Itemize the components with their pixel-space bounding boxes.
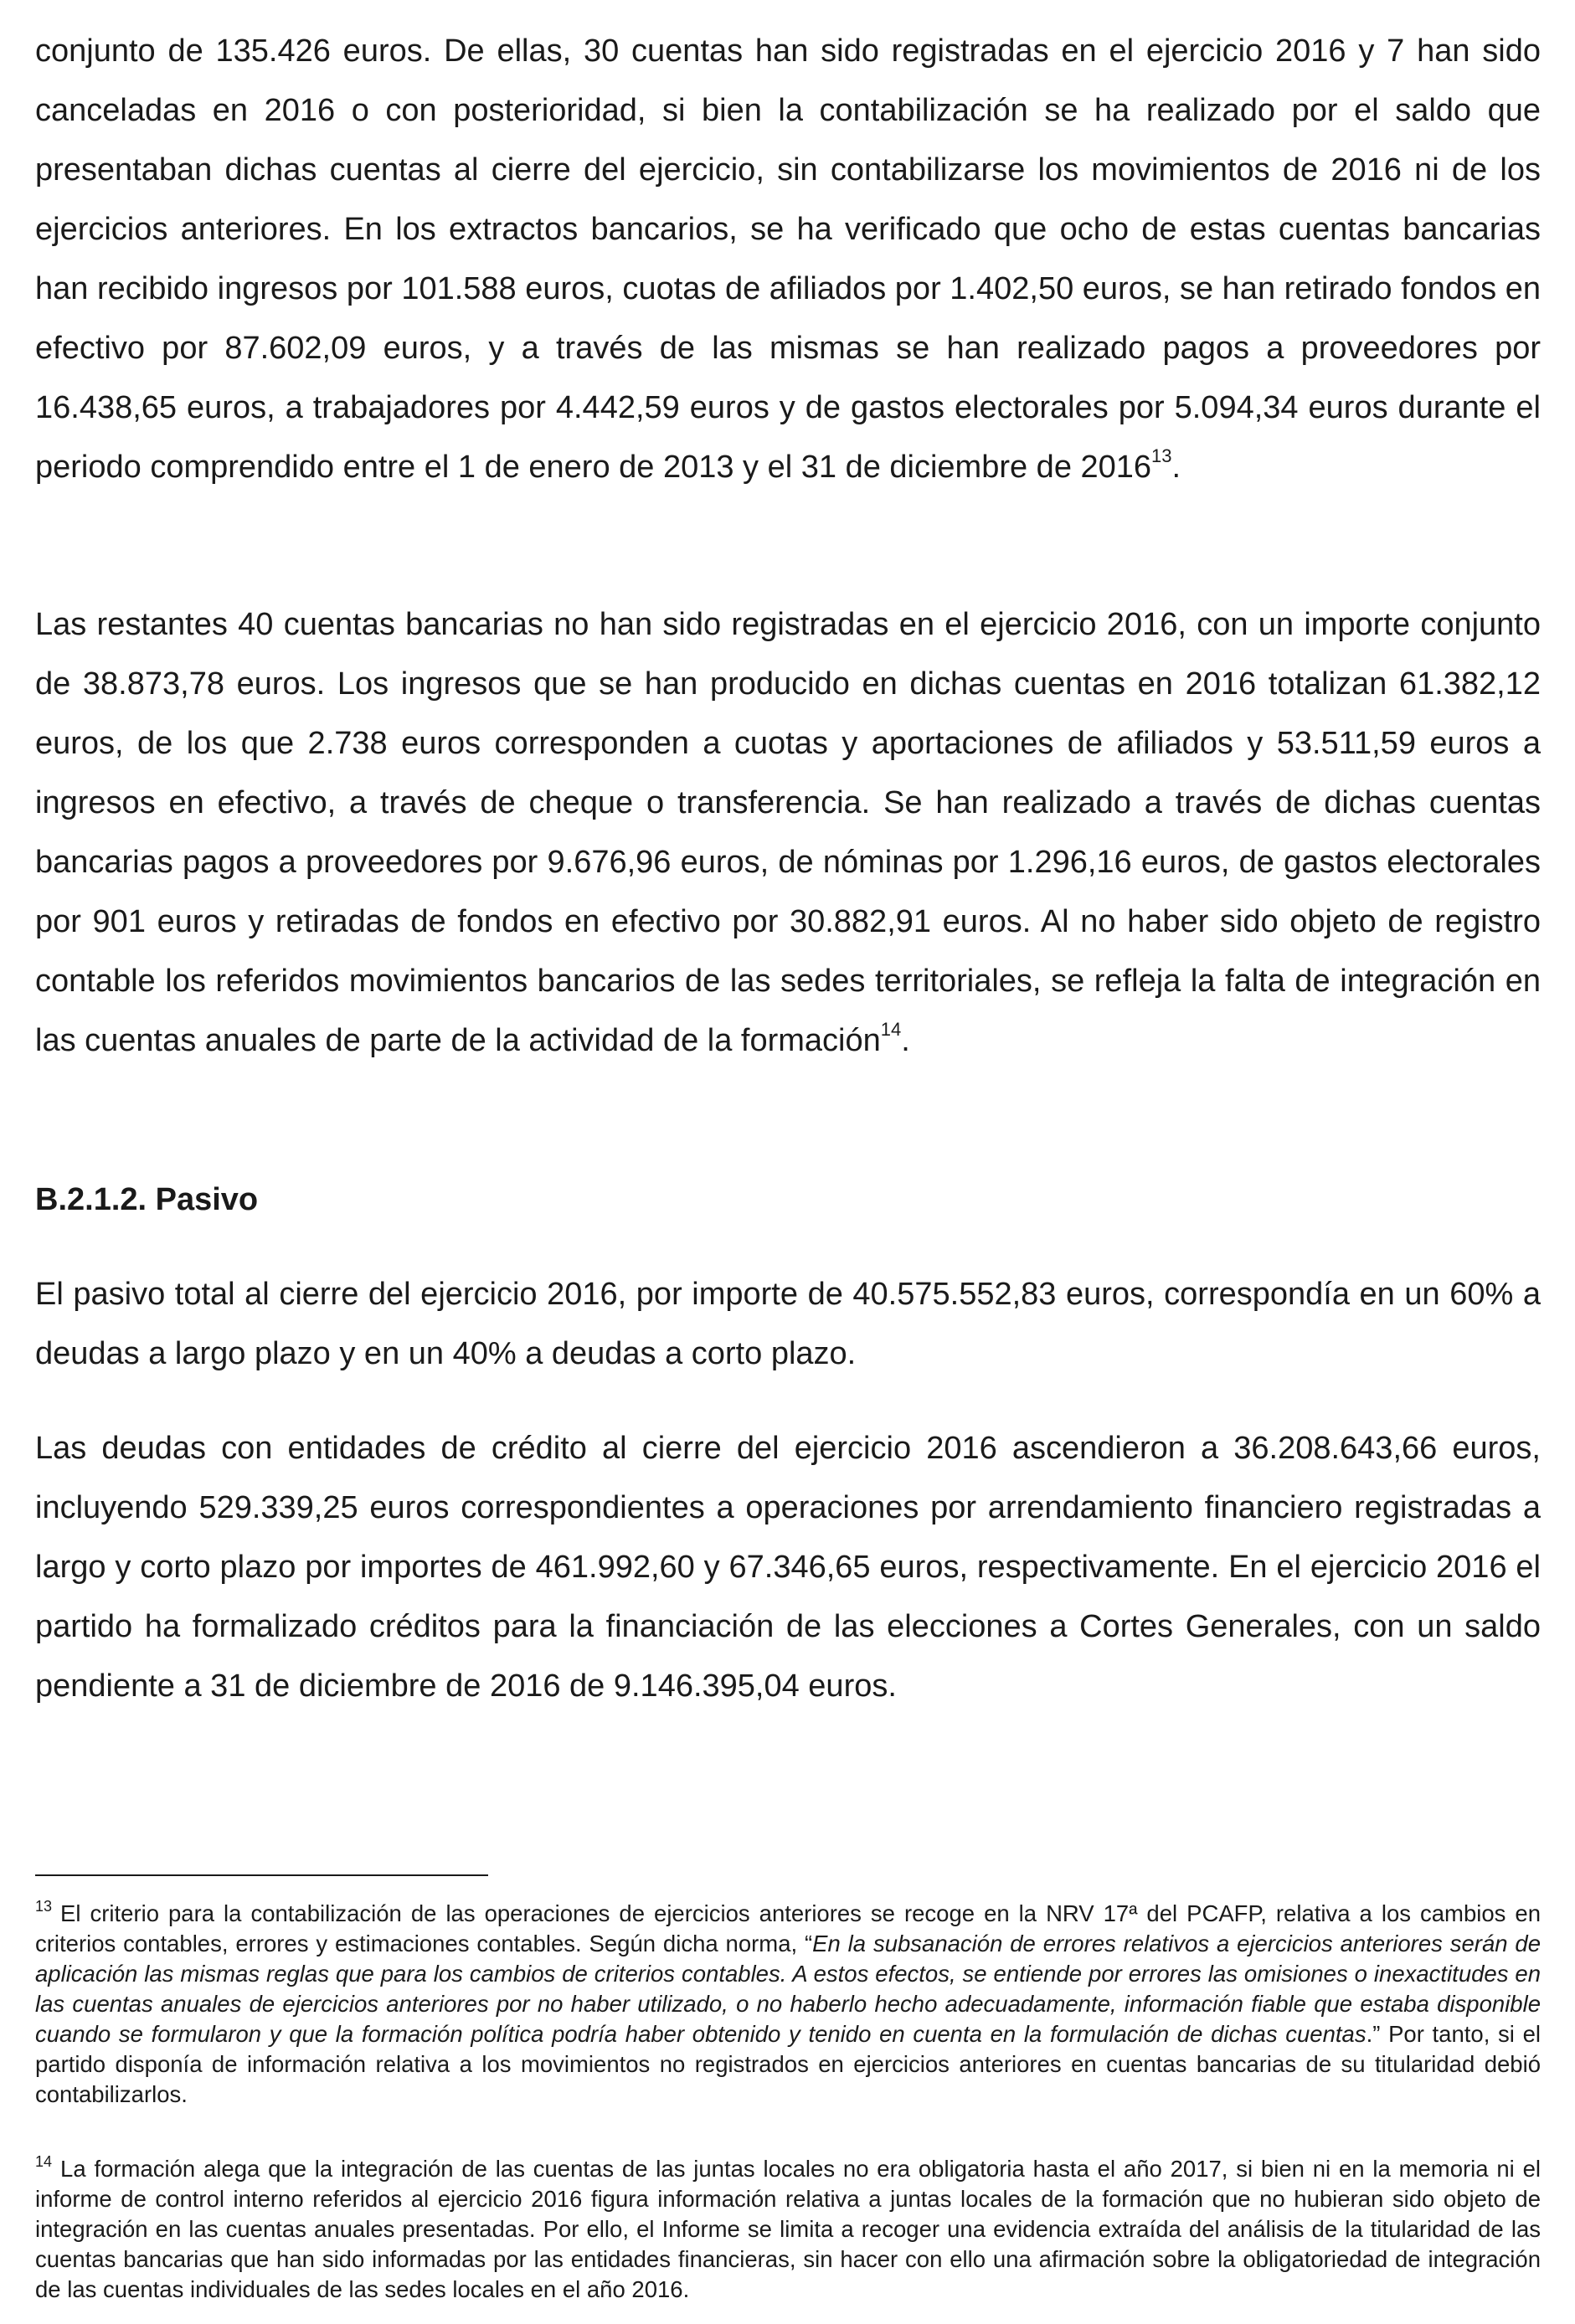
paragraph-text: Las restantes 40 cuentas bancarias no han sido registradas en el ejercicio 2016, con un importe conjunto de 38.873,78 euros. Los ingresos que se han producido en dichas cuentas en 2016 totalizan 61.382,12 euros, de los que 2.738 euros corresponden a cuotas y aportaciones de afiliados y 53.511,59 euros a ingresos en efectivo, a través de cheque o transferencia. Se han realizado a través de dichas cuentas bancarias pagos a proveedores por 9.676,96 euros, de nóminas por 1.296,16 euros, de gastos electorales por 901 euros y retiradas de fondos en efectivo por 30.882,91 euros. Al no haber sido objeto de registro contable los referidos movimientos bancarios de las sedes territoriales, se refleja la falta de integración en las cuentas anuales de parte de la actividad de la formación bbox=[35, 607, 1541, 1058]
footnote-text: La formación alega que la integración de las cuentas de las juntas locales no era obligatoria hasta el año 2017, si bien ni en la memoria ni el informe de control interno referidos al ejercicio 2016 figura información relativa a juntas locales de la formación que no hubieran sido objeto de integración en las cuentas anuales presentadas. Por ello, el Informe se limita a recoger una evidencia extraída del análisis de la titularidad de las cuentas bancarias que han sido informadas por las entidades financieras, sin hacer con ello una afirmación sobre la obligatoriedad de integración de las cuentas individuales de las sedes locales en el año 2016. bbox=[35, 2156, 1541, 2302]
paragraph-credit-debts: Las deudas con entidades de crédito al cierre del ejercicio 2016 ascendieron a 36.208.643,66 euros, incluyendo 529.339,25 euros correspondientes a operaciones por arrendamiento financiero registradas a largo y corto plazo por importes de 461.992,60 y 67.346,65 euros, respectivamente. En el ejercicio 2016 el partido ha formalizado créditos para la financiación de las elecciones a Cortes Generales, con un saldo pendiente a 31 de diciembre de 2016 de 9.146.395,04 euros. bbox=[35, 1431, 1541, 1704]
footnote-number: 14 bbox=[35, 2152, 53, 2170]
paragraph-total-liabilities: El pasivo total al cierre del ejercicio 2016, por importe de 40.575.552,83 euros, correspondía en un 60% a deudas a largo plazo y en un 40% a deudas a corto plazo. bbox=[35, 1277, 1541, 1371]
footnote-text: .” Por tanto, si el partido disponía de información relativa a los movimientos no registrados en ejercicios anteriores en cuentas bancarias de su titularidad debió contabilizarlos. bbox=[35, 2021, 1541, 2107]
footnote-text: El criterio para la contabilización de las operaciones de ejercicios anteriores se recoge en la NRV 17ª del PCAFP, relativa a los cambios en criterios contables, errores y estimaciones contables. Según dicha norma, “ bbox=[35, 1900, 1541, 1956]
footnote-separator bbox=[35, 1874, 488, 1876]
section-heading-pasivo: B.2.1.2. Pasivo bbox=[35, 1182, 259, 1217]
paragraph-end: . bbox=[901, 1023, 910, 1058]
footnote-14 bbox=[35, 2154, 1541, 2305]
footnote-number: 13 bbox=[35, 1897, 53, 1915]
paragraph-bank-accounts-unregistered bbox=[35, 595, 1541, 1071]
footnote-quote: En la subsanación de errores relativos a ejercicios anteriores serán de aplicación las mismas reglas que para los cambios de criterios contables. A estos efectos, se entiende por errores las omisiones o inexactitudes en las cuentas anuales de ejercicios anteriores por no haber utilizado, o no haberlo hecho adecuadamente, información fiable que estaba disponible cuando se formularon y que la formación política podría haber obtenido y tenido en cuenta en la formulación de dichas cuentas bbox=[35, 1931, 1541, 2047]
footnote-13 bbox=[35, 1899, 1541, 2110]
footnote-ref-13[interactable]: 13 bbox=[1151, 445, 1172, 467]
paragraph-end: . bbox=[1171, 450, 1181, 485]
footnote-ref-14[interactable]: 14 bbox=[880, 1019, 902, 1041]
paragraph-bank-accounts-registered bbox=[35, 22, 1541, 497]
paragraph-text: conjunto de 135.426 euros. De ellas, 30 cuentas han sido registradas en el ejercicio 2016 y 7 han sido canceladas en 2016 o con posterioridad, si bien la contabilización se ha realizado por el saldo que presentaban dichas cuentas al cierre del ejercicio, sin contabilizarse los movimientos de 2016 ni de los ejercicios anteriores. En los extractos bancarios, se ha verificado que ocho de estas cuentas bancarias han recibido ingresos por 101.588 euros, cuotas de afiliados por 1.402,50 euros, se han retirado fondos en efectivo por 87.602,09 euros, y a través de las mismas se han realizado pagos a proveedores por 16.438,65 euros, a trabajadores por 4.442,59 euros y de gastos electorales por 5.094,34 euros durante el periodo comprendido entre el 1 de enero de 2013 y el 31 de diciembre de 2016 bbox=[35, 33, 1541, 485]
